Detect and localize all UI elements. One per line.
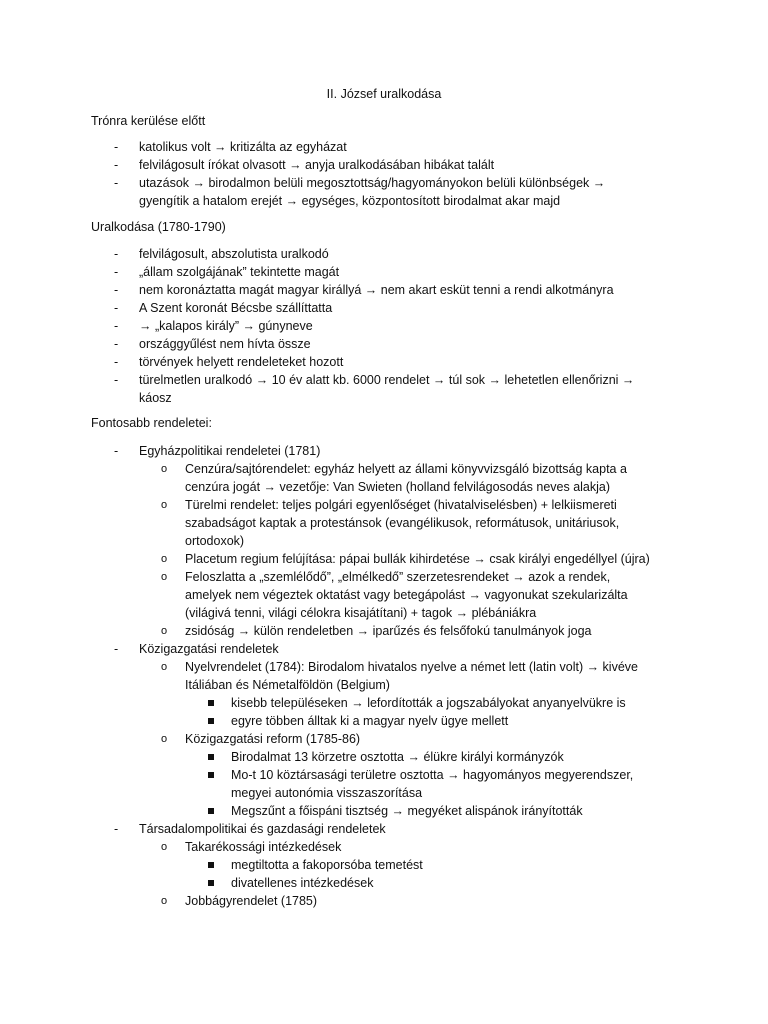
section-heading-reign: Uralkodása (1780-1790) <box>91 220 226 234</box>
bullet-circle: o <box>161 733 168 745</box>
section-heading-before-throne: Trónra kerülése előtt <box>91 114 206 128</box>
list-item: utazások → birodalmon belüli megosztottság/hagyományokon belüli különbségek → <box>139 176 606 190</box>
sub-list-item: Jobbágyrendelet (1785) <box>185 894 318 908</box>
list-item: türelmetlen uralkodó → 10 év alatt kb. 6000 rendelet → túl sok → lehetetlen ellenőrizni → <box>139 373 635 387</box>
sub-list-item: Közigazgatási reform (1785-86) <box>185 732 361 746</box>
bullet-dash: - <box>114 444 119 458</box>
sub-list-item: Feloszlatta a „szemlélődő”, „elmélkedő” szerzetesrendeket → azok a rendek, <box>185 570 611 584</box>
sub-sub-list-item: Birodalmat 13 körzetre osztotta → élükre királyi kormányzók <box>231 750 564 764</box>
sub-list-item-continuation: (világivá tenni, világi célokra kisajátítani) + tagok → plébániákra <box>185 606 537 620</box>
sub-list-item-continuation: ortodoxok) <box>185 534 245 548</box>
list-item: katolikus volt → kritizálta az egyházat <box>139 140 347 154</box>
list-item: országgyűlést nem hívta össze <box>139 337 311 351</box>
sub-list-item: Cenzúra/sajtórendelet: egyház helyett az állami könyvvizsgáló bizottság kapta a <box>185 462 627 476</box>
bullet-square <box>208 772 214 778</box>
sub-list-item: Türelmi rendelet: teljes polgári egyenlőséget (hivatalviselésben) + lelkiismereti <box>185 498 617 512</box>
bullet-dash: - <box>114 355 119 369</box>
sub-list-item: zsidóság → külön rendeletben → iparűzés és felsőfokú tanulmányok joga <box>185 624 592 638</box>
bullet-circle: o <box>161 661 168 673</box>
list-item: Egyházpolitikai rendeletei (1781) <box>139 444 321 458</box>
bullet-circle: o <box>161 499 168 511</box>
list-item: „állam szolgájának” tekintette magát <box>139 265 340 279</box>
sub-sub-list-item: kisebb településeken → lefordították a jogszabályokat anyanyelvükre is <box>231 696 626 710</box>
bullet-dash: - <box>114 283 119 297</box>
list-item: felvilágosult írókat olvasott → anyja uralkodásában hibákat talált <box>139 158 495 172</box>
list-item-continuation: gyengítik a hatalom erejét → egységes, központosított birodalmat akar majd <box>139 194 561 208</box>
bullet-circle: o <box>161 841 168 853</box>
bullet-square <box>208 700 214 706</box>
document-title: II. József uralkodása <box>326 87 442 101</box>
list-item: A Szent koronát Bécsbe szállíttatta <box>139 301 333 315</box>
bullet-dash: - <box>114 337 119 351</box>
sub-list-item: Placetum regium felújítása: pápai bullák kihirdetése → csak királyi engedéllyel (újra) <box>185 552 650 566</box>
sub-sub-list-item: egyre többen álltak ki a magyar nyelv ügye mellett <box>231 714 509 728</box>
bullet-circle: o <box>161 571 168 583</box>
list-item: → „kalapos király” → gúnyneve <box>139 319 313 333</box>
bullet-dash: - <box>114 301 119 315</box>
sub-sub-list-item: Megszűnt a főispáni tisztség → megyéket alispánok irányították <box>231 804 583 818</box>
list-item: törvények helyett rendeleteket hozott <box>139 355 344 369</box>
sub-list-item-continuation: szabadságot kaptak a protestánsok (evangélikusok, reformátusok, unitáriusok, <box>185 516 620 530</box>
list-item: Társadalompolitikai és gazdasági rendeletek <box>139 822 386 836</box>
bullet-circle: o <box>161 553 168 565</box>
bullet-dash: - <box>114 247 119 261</box>
bullet-square <box>208 808 214 814</box>
sub-sub-list-item: Mo-t 10 köztársasági területre osztotta → hagyományos megyerendszer, <box>231 768 634 782</box>
list-item: felvilágosult, abszolutista uralkodó <box>139 247 329 261</box>
bullet-dash: - <box>114 176 119 190</box>
bullet-dash: - <box>114 140 119 154</box>
section-heading-decrees: Fontosabb rendeletei: <box>91 416 212 430</box>
bullet-dash: - <box>114 158 119 172</box>
bullet-dash: - <box>114 319 119 333</box>
sub-list-item-continuation: cenzúra jogát → vezetője: Van Swieten (holland felvilágosodás neves alakja) <box>185 480 611 494</box>
bullet-circle: o <box>161 895 168 907</box>
list-item: Közigazgatási rendeletek <box>139 642 279 656</box>
sub-list-item: Nyelvrendelet (1784): Birodalom hivatalos nyelve a német lett (latin volt) → kivéve <box>185 660 638 674</box>
bullet-square <box>208 862 214 868</box>
sub-list-item-continuation: Itáliában és Németalföldön (Belgium) <box>185 678 390 692</box>
sub-sub-list-item: divatellenes intézkedések <box>231 876 374 890</box>
sub-list-item-continuation: amelyek nem végeztek oktatást vagy betegápolást → vagyonukat szekularizálta <box>185 588 628 602</box>
sub-list-item: Takarékossági intézkedések <box>185 840 342 854</box>
bullet-dash: - <box>114 822 119 836</box>
sub-sub-list-item: megtiltotta a fakoporsóba temetést <box>231 858 423 872</box>
bullet-dash: - <box>114 642 119 656</box>
list-item-continuation: káosz <box>139 391 172 405</box>
bullet-circle: o <box>161 463 168 475</box>
list-item: nem koronáztatta magát magyar királlyá → nem akart esküt tenni a rendi alkotmányra <box>139 283 614 297</box>
bullet-square <box>208 718 214 724</box>
bullet-dash: - <box>114 265 119 279</box>
bullet-square <box>208 880 214 886</box>
bullet-square <box>208 754 214 760</box>
sub-sub-list-item-continuation: megyei autonómia visszaszorítása <box>231 786 423 800</box>
bullet-dash: - <box>114 373 119 387</box>
bullet-circle: o <box>161 625 168 637</box>
